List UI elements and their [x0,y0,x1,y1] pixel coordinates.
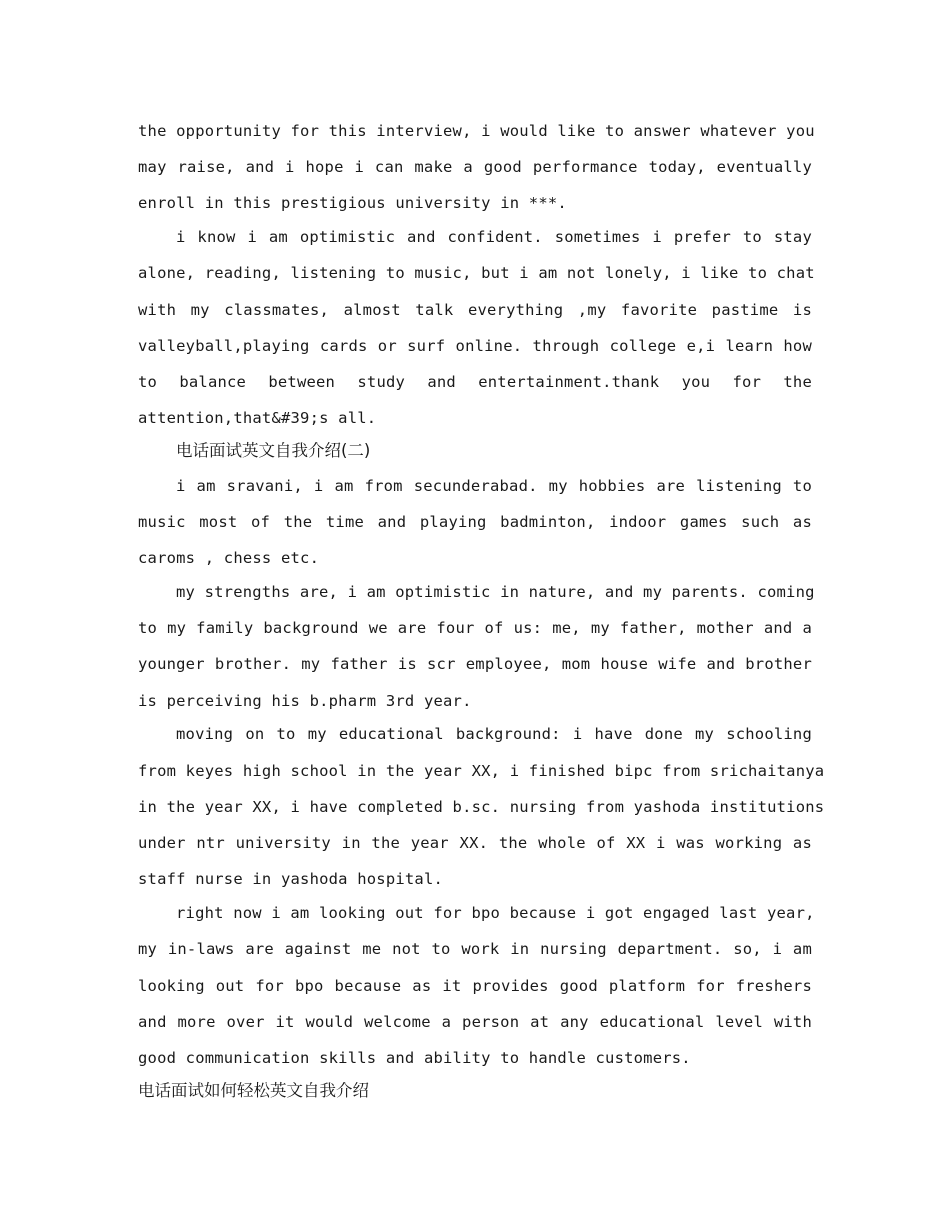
paragraph-2-line-2: alone, reading, listening to music, but i am not lonely, i like to chat [138,264,815,282]
paragraph-3-line-3: caroms , chess etc. [138,549,320,567]
section-heading: 电话面试英文自我介绍(二) [176,441,371,460]
paragraph-4-line-1: my strengths are, i am optimistic in nature, and my parents. coming [176,583,815,601]
paragraph-6-line-2: my in-laws are against me not to work in nursing department. so, i am [138,940,812,958]
paragraph-2-line-3: with my classmates, almost talk everything ,my favorite pastime is [138,301,812,319]
paragraph-5-line-2: from keyes high school in the year XX, i finished bipc from srichaitanya [138,762,825,780]
paragraph-2-line-6: attention,that&#39;s all. [138,409,377,427]
paragraph-6-line-5: good communication skills and ability to handle customers. [138,1049,691,1067]
paragraph-3-line-1: i am sravani, i am from secunderabad. my hobbies are listening to [176,477,812,495]
paragraph-1-line-3: enroll in this prestigious university in ***. [138,194,567,212]
paragraph-6-line-3: looking out for bpo because as it provides good platform for freshers [138,977,812,995]
paragraph-4-line-2: to my family background we are four of us: me, my father, mother and a [138,619,812,637]
paragraph-5-line-4: under ntr university in the year XX. the whole of XX i was working as [138,834,812,852]
paragraph-5-line-1: moving on to my educational background: i have done my schooling [176,725,812,743]
paragraph-2-line-5: to balance between study and entertainment.thank you for the [138,373,812,391]
paragraph-4-line-4: is perceiving his b.pharm 3rd year. [138,692,472,710]
paragraph-4-line-3: younger brother. my father is scr employee, mom house wife and brother [138,655,812,673]
paragraph-1-line-2: may raise, and i hope i can make a good performance today, eventually [138,158,812,176]
paragraph-1-line-1: the opportunity for this interview, i would like to answer whatever you [138,122,815,140]
paragraph-2-line-4: valleyball,playing cards or surf online. through college e,i learn how [138,337,812,355]
paragraph-6-line-4: and more over it would welcome a person at any educational level with [138,1013,812,1031]
footer-title: 电话面试如何轻松英文自我介绍 [138,1081,369,1100]
paragraph-5-line-5: staff nurse in yashoda hospital. [138,870,444,888]
paragraph-3-line-2: music most of the time and playing badminton, indoor games such as [138,513,812,531]
paragraph-2-line-1: i know i am optimistic and confident. sometimes i prefer to stay [176,228,812,246]
paragraph-6-line-1: right now i am looking out for bpo because i got engaged last year, [176,904,815,922]
paragraph-5-line-3: in the year XX, i have completed b.sc. nursing from yashoda institutions [138,798,825,816]
